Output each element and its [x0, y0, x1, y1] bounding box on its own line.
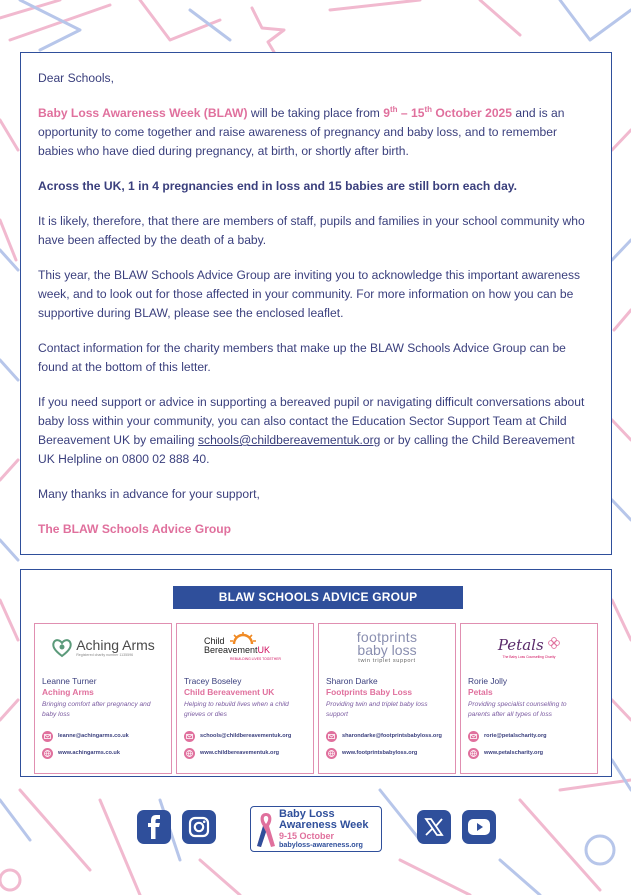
footprints-logo — [326, 624, 448, 672]
date-start-suffix: th — [389, 104, 398, 114]
web-row[interactable] — [326, 746, 448, 760]
petals-logo-sub: The Baby Loss Counselling Charity — [502, 654, 556, 659]
footprints-logo-line2: baby loss — [357, 642, 417, 658]
paragraph-contact-info: Contact information for the charity members that make up the BLAW Schools Advice Group can be found at the bottom of this letter. — [38, 341, 566, 374]
blaw-logo-url[interactable]: babyloss-awareness.org — [279, 840, 363, 849]
blaw-logo-dates: 9-15 October — [279, 831, 335, 841]
org-name: Aching Arms — [42, 687, 94, 697]
footprints-logo-line1: footprints — [356, 629, 418, 645]
date-end-suffix: th — [424, 104, 433, 114]
youtube-icon[interactable] — [462, 810, 496, 844]
email-text[interactable]: rorie@petalscharity.org — [484, 733, 547, 739]
card-petals — [460, 623, 598, 774]
contact-name: Leanne Turner — [42, 676, 97, 686]
support-end: or by calling the Child Bereavement UK Helpline on 0800 02 888 40. — [38, 433, 575, 466]
advice-group-section — [20, 569, 612, 777]
email-row[interactable] — [468, 729, 590, 743]
event-dates — [383, 106, 512, 120]
org-description: Providing specialist counselling to parents after all types of loss — [468, 701, 567, 718]
email-icon — [184, 731, 195, 742]
web-row[interactable] — [468, 746, 590, 760]
instagram-icon[interactable] — [182, 810, 216, 844]
support-start: If you need support or advice in supporting a bereaved pupil or navigating difficult conversations about baby loss within your community, you can also contact the Education Sector Support Team at Child Bereavement UK by emailing — [38, 395, 585, 447]
date-month: October 2025 — [432, 106, 513, 120]
awareness-ribbon-icon — [255, 810, 277, 850]
org-name: Child Bereavement UK — [184, 687, 275, 697]
x-icon[interactable] — [417, 810, 451, 844]
email-icon — [42, 731, 53, 742]
globe-icon — [184, 748, 195, 759]
aching-arms-logo-sub: Registered charity number 1135596 — [76, 653, 134, 657]
card-child-bereavement-uk — [176, 623, 314, 774]
globe-icon — [42, 748, 53, 759]
cbuk-logo-uk: UK — [257, 645, 271, 655]
petals-logo-text: Petals — [497, 635, 544, 654]
aching-arms-logo-text: Aching Arms — [76, 637, 155, 653]
globe-icon — [468, 748, 479, 759]
paragraph-invitation: This year, the BLAW Schools Advice Group are inviting you to acknowledge this important awareness week, and to look out for those affected in your community. For more information on how you can be supportive during BLAW, please see the enclosed leaflet. — [38, 268, 581, 320]
date-start: 9 — [383, 106, 390, 120]
event-rest: and is an opportunity to come together and raise awareness of pregnancy and baby loss, and to remember babies who have died during pregnancy, at birth, or shortly after birth. — [38, 106, 565, 158]
aching-arms-logo — [42, 624, 164, 672]
web-text[interactable]: www.childbereavementuk.org — [200, 750, 280, 756]
cbuk-logo — [184, 624, 306, 672]
blaw-logo-line2: Awareness Week — [279, 819, 369, 831]
email-text[interactable]: sharondarke@footprintsbabyloss.org — [342, 733, 442, 739]
footprints-logo-sub: twin triplet support — [358, 658, 416, 664]
web-row[interactable] — [184, 746, 306, 760]
paragraph-event — [38, 104, 593, 161]
card-footprints-baby-loss — [318, 623, 456, 774]
paragraph-support — [38, 393, 593, 469]
web-text[interactable]: www.footprintsbabyloss.org — [342, 750, 418, 756]
cbuk-sun-icon — [228, 631, 258, 645]
cbuk-logo-sub: REBUILDING LIVES TOGETHER — [230, 657, 281, 661]
globe-icon — [326, 748, 337, 759]
email-icon — [326, 731, 337, 742]
cbuk-logo-line2: Bereavement — [204, 645, 258, 655]
greeting: Dear Schools, — [38, 71, 114, 85]
org-description: Bringing comfort after pregnancy and baby loss — [42, 701, 151, 718]
petals-logo — [468, 624, 590, 672]
blaw-logo-line1: Baby Loss — [279, 808, 335, 820]
contact-name: Sharon Darke — [326, 676, 378, 686]
web-text[interactable]: www.achingarms.co.uk — [58, 750, 120, 756]
email-text[interactable]: schools@childbereavementuk.org — [200, 733, 292, 739]
email-row[interactable] — [42, 729, 164, 743]
facebook-icon[interactable] — [137, 810, 171, 844]
aching-arms-heart-icon — [51, 637, 73, 659]
org-description: Helping to rebuild lives when a child grieves or dies — [184, 701, 289, 718]
org-description: Providing twin and triplet baby loss support — [326, 701, 428, 718]
org-name: Footprints Baby Loss — [326, 687, 413, 697]
org-name: Petals — [468, 687, 493, 697]
letter-body — [20, 52, 612, 555]
email-row[interactable] — [326, 729, 448, 743]
cbuk-logo-line1: Child — [204, 636, 225, 646]
petals-flower-icon — [548, 637, 560, 649]
date-end: – 15 — [397, 106, 425, 120]
email-text[interactable]: leanne@achingarms.co.uk — [58, 733, 129, 739]
contact-name: Tracey Boseley — [184, 676, 242, 686]
contact-name: Rorie Jolly — [468, 676, 508, 686]
footer — [0, 806, 631, 856]
signature: The BLAW Schools Advice Group — [38, 522, 232, 536]
email-row[interactable] — [184, 729, 306, 743]
blaw-logo — [250, 806, 382, 852]
schools-email-link[interactable]: schools@childbereavementuk.org — [197, 433, 381, 447]
event-name: Baby Loss Awareness Week (BLAW) — [38, 106, 248, 120]
group-title: BLAW SCHOOLS ADVICE GROUP — [173, 586, 463, 609]
card-aching-arms — [34, 623, 172, 774]
cbuk-logo-line2-wrap — [204, 646, 270, 655]
web-row[interactable] — [42, 746, 164, 760]
statistic: Across the UK, 1 in 4 pregnancies end in loss and 15 babies are still born each day. — [38, 179, 517, 193]
closing: Many thanks in advance for your support, — [38, 487, 260, 501]
email-icon — [468, 731, 479, 742]
event-mid: will be taking place from — [247, 106, 384, 120]
web-text[interactable]: www.petalscharity.org — [484, 750, 544, 756]
paragraph-community: It is likely, therefore, that there are members of staff, pupils and families in your school community who have been affected by the death of a baby. — [38, 214, 585, 247]
